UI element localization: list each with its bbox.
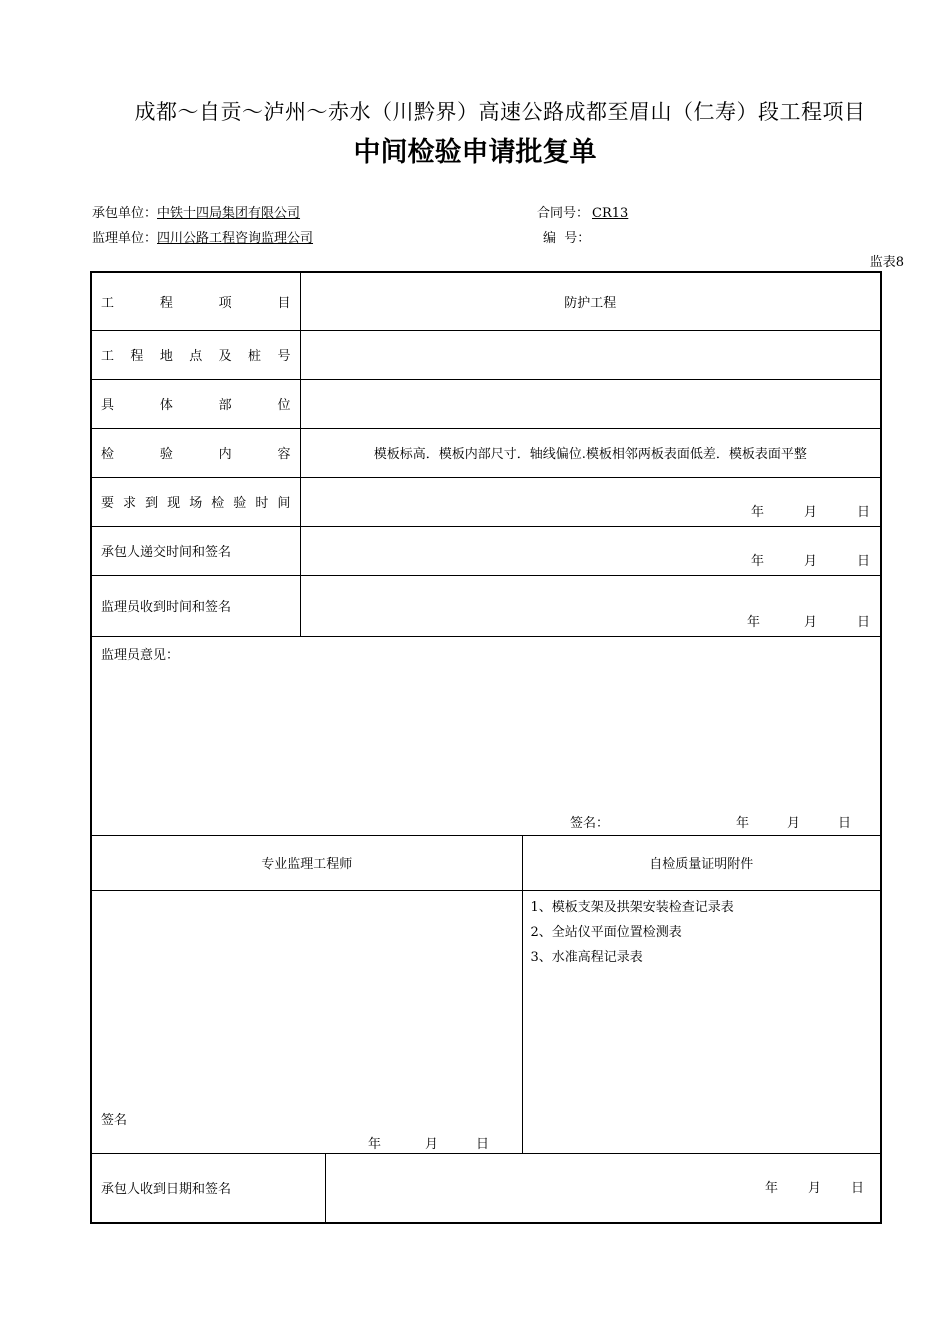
opinion-sign-label: 签名： xyxy=(570,815,610,831)
contractor-receipt-date: 年 月 日 xyxy=(764,1181,865,1196)
contractor-value: 中铁十四局集团有限公司 xyxy=(157,206,301,221)
inspect-date: 年 月 日 xyxy=(750,504,871,520)
contractor-label: 承包单位： xyxy=(92,206,158,221)
engineer-sign-label: 签名 xyxy=(101,1112,128,1128)
receive-date: 年 月 日 xyxy=(746,614,871,630)
row-content xyxy=(91,428,881,477)
inspection-form-table xyxy=(90,271,882,1224)
receive-time-label: 监理员收到时间和签名 xyxy=(91,575,300,636)
supervisor-line xyxy=(92,227,313,246)
project-title: 成都～自贡～泸州～赤水（川黔界）高速公路成都至眉山（仁寿）段工程项目 xyxy=(134,100,866,124)
row-location xyxy=(91,330,881,379)
content-value: 模板标高．模板内部尺寸．轴线偏位.模板相邻两板表面低差．模板表面平整 xyxy=(300,428,881,477)
project-item-label: 工 程 项 目 xyxy=(91,272,300,330)
serial-no-label: 编 号： xyxy=(543,231,591,246)
part-value xyxy=(300,379,881,428)
location-label: 工 程 地 点 及 桩 号 xyxy=(91,330,300,379)
row-engineer-body xyxy=(91,890,881,1153)
content-label: 检 验 内 容 xyxy=(91,428,300,477)
supervisor-value: 四川公路工程咨询监理公司 xyxy=(157,231,314,246)
opinion-cell xyxy=(91,636,881,835)
submit-time-label: 承包人递交时间和签名 xyxy=(91,526,300,575)
submit-date: 年 月 日 xyxy=(750,553,871,569)
project-item-value: 防护工程 xyxy=(300,272,881,330)
contract-no-label: 合同号： xyxy=(537,206,590,221)
submit-time-value xyxy=(300,526,881,575)
serial-no-line xyxy=(543,227,618,246)
form-title: 中间检验申请批复单 xyxy=(353,137,597,168)
opinion-date: 年 月 日 xyxy=(736,815,852,831)
row-submit-time xyxy=(91,526,881,575)
opinion-label: 监理员意见： xyxy=(101,647,180,663)
supervisor-label: 监理单位： xyxy=(92,231,158,246)
attachment-item: 1、模板支架及拱架安装检查记录表 xyxy=(530,899,734,915)
row-part xyxy=(91,379,881,428)
row-inspect-time xyxy=(91,477,881,526)
attachments-header: 自检质量证明附件 xyxy=(522,835,881,890)
engineer-header: 专业监理工程师 xyxy=(91,835,522,890)
row-project-item xyxy=(91,272,881,330)
contractor-receipt-value xyxy=(325,1153,881,1223)
row-opinion xyxy=(91,636,881,835)
form-code: 监表8 xyxy=(869,255,904,270)
row-engineer-header xyxy=(91,835,881,890)
contract-no-line xyxy=(537,202,634,221)
contractor-receipt-label: 承包人收到日期和签名 xyxy=(91,1153,325,1223)
row-receive-time xyxy=(91,575,881,636)
attachments-cell xyxy=(522,890,881,1153)
contractor-line xyxy=(92,202,300,221)
location-value xyxy=(300,330,881,379)
inspect-time-label: 要 求 到 现 场 检 验 时 间 xyxy=(91,477,300,526)
row-contractor-receipt xyxy=(91,1153,881,1223)
attachment-item: 2、全站仪平面位置检测表 xyxy=(530,924,682,940)
engineer-cell xyxy=(91,890,522,1153)
engineer-date: 年 月 日 xyxy=(368,1136,490,1152)
receive-time-value xyxy=(300,575,881,636)
inspect-time-value xyxy=(300,477,881,526)
attachment-item: 3、水准高程记录表 xyxy=(530,949,643,965)
part-label: 具 体 部 位 xyxy=(91,379,300,428)
contract-no-value: CR13 xyxy=(592,206,629,221)
